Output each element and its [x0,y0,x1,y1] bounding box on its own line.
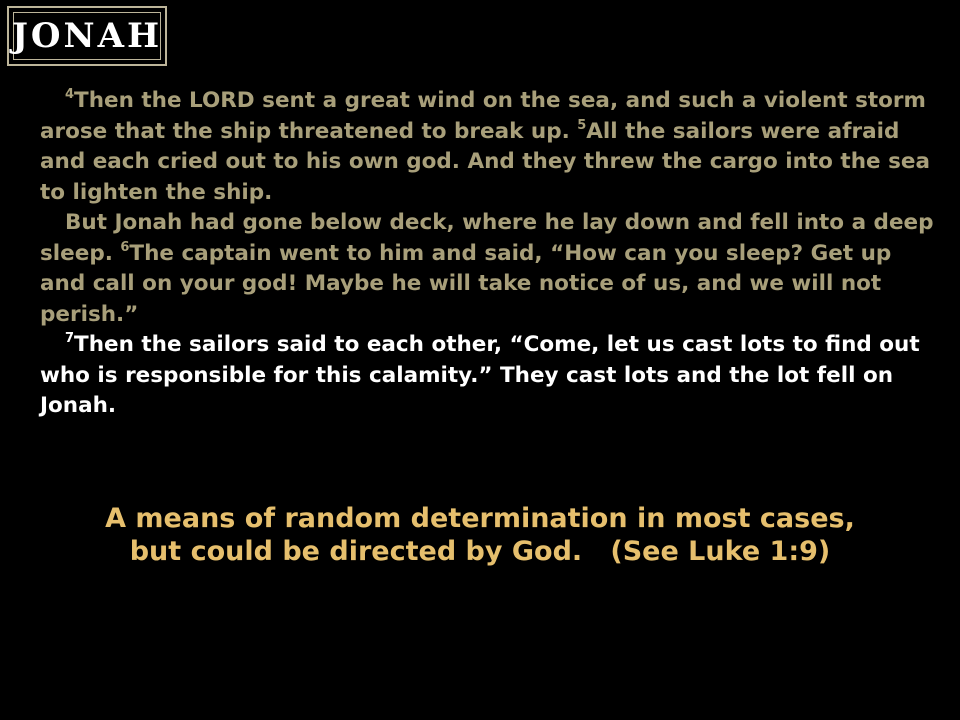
slide-title-frame [7,6,167,66]
passage-paragraph-2 [40,208,940,330]
verse-5-text: All the sailors were afraid and each cried out to his own god. And they threw the cargo into the sea to lighten the ship. [40,118,930,205]
verse-6-text: The captain went to him and said, “How can you sleep? Get up and call on your god! Maybe he will take notice of us, and we will not perish.” [40,240,892,327]
commentary-line-2: but could be directed by God. (See Luke 1:9) [129,536,831,567]
passage-paragraph-1 [40,86,940,208]
slide-title: JONAH [11,16,163,56]
verse-7-text: Then the sailors said to each other, “Come, let us cast lots to find out who is responsible for this calamity.” They cast lots and the lot fell on Jonah. [40,332,920,418]
verse-number-5: 5 [577,117,587,133]
verse-5-continued-text: But Jonah had gone below deck, where he lay down and fell into a deep sleep. [40,210,934,266]
scripture-passage [40,86,940,422]
passage-paragraph-3 [40,330,940,422]
verse-number-4: 4 [65,87,75,102]
verse-4-text: Then the LORD sent a great wind on the sea, and such a violent storm arose that the ship threatened to break up. [40,88,926,144]
verse-number-6: 6 [120,239,130,255]
verse-number-7: 7 [65,331,75,346]
commentary-line-1: A means of random determination in most cases, [105,503,855,534]
commentary-note [0,502,960,568]
